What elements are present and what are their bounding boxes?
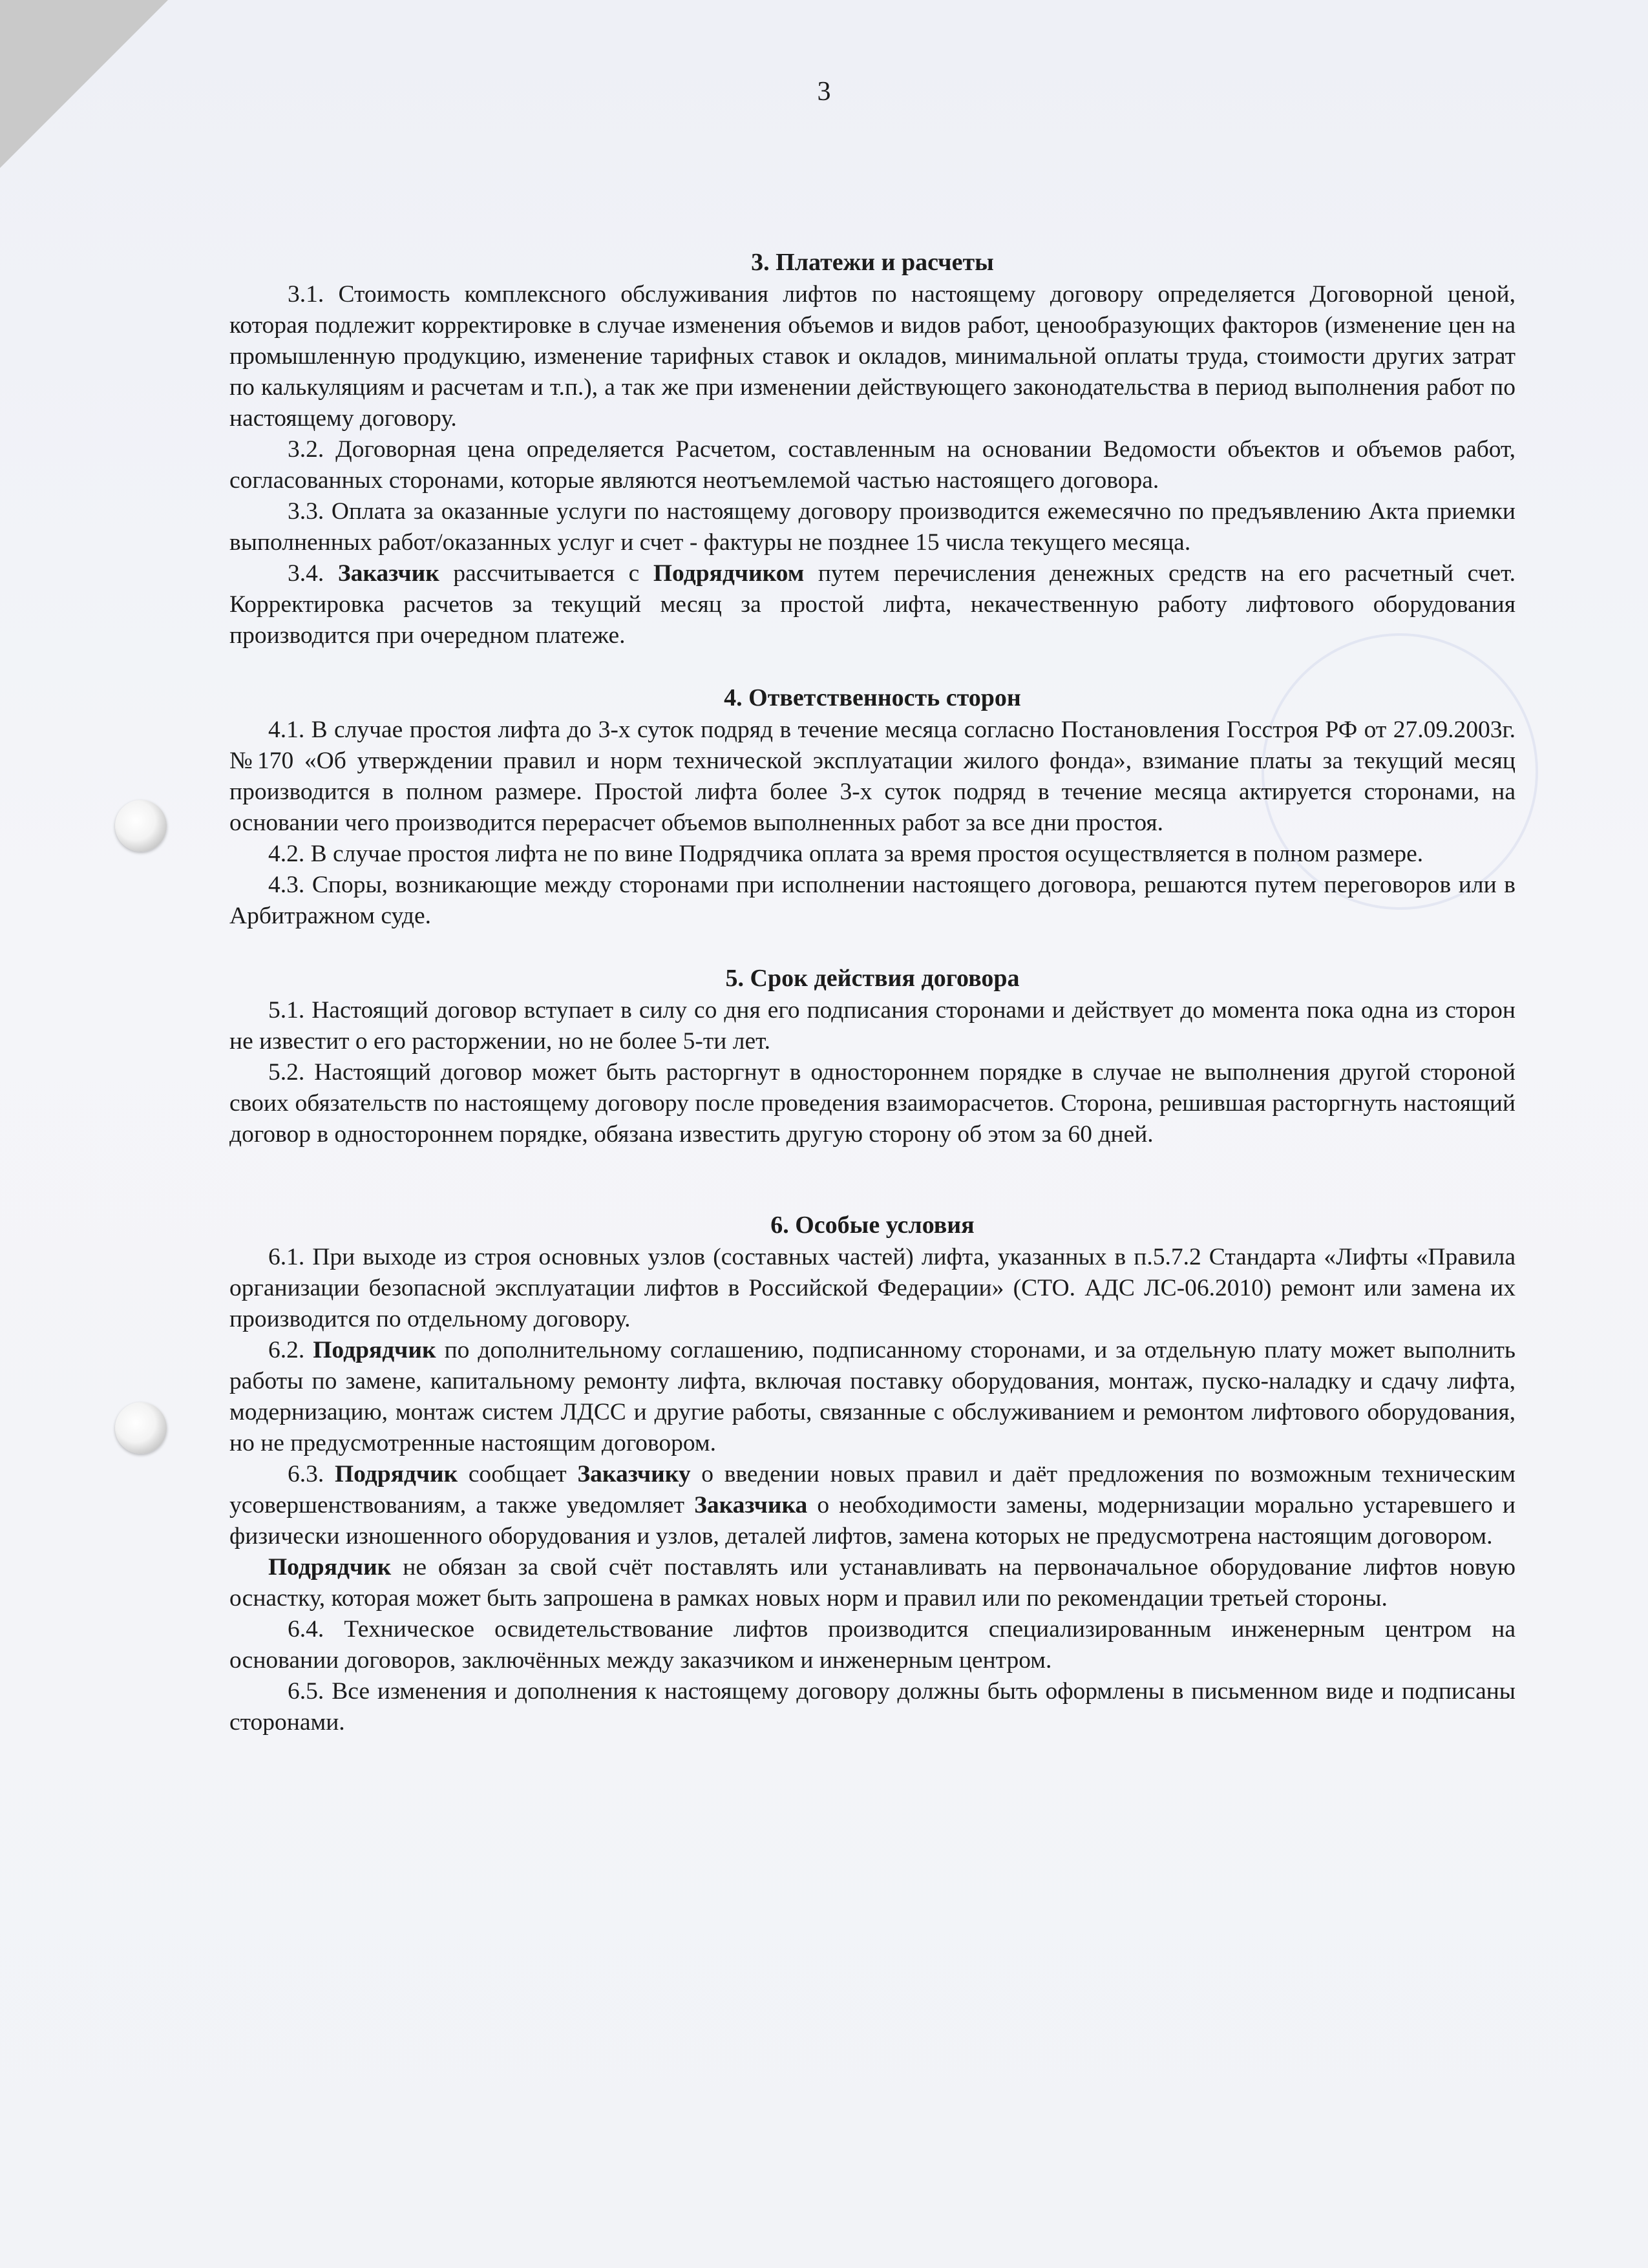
- bold-term: Подрядчик: [268, 1554, 392, 1580]
- punch-hole-bottom: [115, 1402, 167, 1454]
- page-number: 3: [817, 77, 831, 107]
- paragraph-4-3: 4.3. Споры, возникающие между сторонами при исполнении настоящего договора, решаются путем переговоров или в Арбитражном суде.: [229, 872, 1516, 929]
- bold-term: Заказчику: [577, 1461, 691, 1487]
- punch-hole-top: [115, 800, 167, 852]
- section-payments: [229, 246, 1516, 651]
- section-liability: [229, 681, 1516, 932]
- paragraph-3-3: 3.3. Оплата за оказанные услуги по настоящему договору производится ежемесячно по предъявлению Акта приемки выполненных работ/оказанных услуг и счет - фактуры не позднее 15 числа текущего месяца.: [229, 498, 1516, 556]
- bold-term: Заказчика: [694, 1492, 808, 1518]
- paragraph-6-4: 6.4. Техническое освидетельствование лифтов производится специализированным инженерным центром на основании договоров, заключённых между заказчиком и инженерным центром.: [229, 1616, 1516, 1674]
- section-title: 3. Платежи и расчеты: [751, 249, 994, 276]
- section-title: 4. Ответственность сторон: [724, 684, 1021, 711]
- paragraph-3-2: 3.2. Договорная цена определяется Расчетом, составленным на основании Ведомости объектов и объемов работ, согласованных сторонами, которые являются неотъемлемой частью настоящего договора.: [229, 436, 1516, 494]
- paragraph-3-4: 3.4. Заказчик рассчитывается с Подрядчиком путем перечисления денежных средств на его расчетный счет. Корректировка расчетов за текущий месяц за простой лифта, некачественную работу лифтового оборудования производится при очередном платеже.: [229, 560, 1516, 649]
- document-body: [229, 246, 1516, 1738]
- paragraph-6-3: 6.3. Подрядчик сообщает Заказчику о введении новых правил и даёт предложения по возможным техническим усовершенствованиям, а также уведомляет Заказчика о необходимости замены, модернизации морально устаревшего и физически изношенного оборудования и узлов, деталей лифтов, замена которых не предусмотрена настоящим договором.: [229, 1461, 1516, 1549]
- paragraph-6-1: 6.1. При выходе из строя основных узлов (составных частей) лифта, указанных в п.5.7.2 Стандарта «Лифты «Правила организации безопасной эксплуатации лифтов в Российской Федерации» (СТО. АДС ЛС-06.2010) ремонт или замена их производится по отдельному договору.: [229, 1244, 1516, 1332]
- bold-term: Заказчик: [337, 560, 439, 587]
- bold-term: Подрядчиком: [653, 560, 805, 587]
- paragraph-6-3-contractor: Подрядчик не обязан за свой счёт поставлять или устанавливать на первоначальное оборудование лифтов новую оснастку, которая может быть запрошена в рамках новых норм и правил или по рекомендации третьей стороны.: [229, 1554, 1516, 1612]
- paragraph-6-2: 6.2. Подрядчик по дополнительному соглашению, подписанному сторонами, и за отдельную плату может выполнить работы по замене, капитальному ремонту лифта, включая поставку оборудования, монтаж, пуско-наладку и сдачу лифта, модернизацию, монтаж систем ЛДСС и другие работы, связанные с обслуживанием и ремонтом лифтового оборудования, но не предусмотренные настоящим договором.: [229, 1337, 1516, 1456]
- paragraph-6-5: 6.5. Все изменения и дополнения к настоящему договору должны быть оформлены в письменном виде и подписаны сторонами.: [229, 1678, 1516, 1736]
- section-title: 6. Особые условия: [770, 1212, 975, 1239]
- paragraph-4-1: 4.1. В случае простоя лифта до 3-х суток подряд в течение месяца согласно Постановления Госстроя РФ от 27.09.2003г. №170 «Об утверждении правил и норм технической эксплуатации жилого фонда», взимание платы за текущий месяц производится в полном размере. Простой лифта более 3-х суток подряд в течение месяца актируется сторонами, на основании чего производится перерасчет объемов выполненных работ за все дни простоя.: [229, 717, 1516, 836]
- bold-term: Подрядчик: [313, 1337, 436, 1363]
- bold-term: Подрядчик: [334, 1461, 458, 1487]
- paragraph-3-1: 3.1. Стоимость комплексного обслуживания лифтов по настоящему договору определяется Договорной ценой, которая подлежит корректировке в случае изменения объемов и видов работ, ценообразующих факторов (изменение цен на промышленную продукцию, изменение тарифных ставок и окладов, минимальной оплаты труда, стоимости других затрат по калькуляциям и расчетам и т.п.), а так же при изменении действующего законодательства в период выполнения работ по настоящему договору.: [229, 281, 1516, 432]
- section-term: [229, 961, 1516, 1150]
- section-special-conditions: [229, 1208, 1516, 1738]
- paragraph-4-2: 4.2. В случае простоя лифта не по вине Подрядчика оплата за время простоя осуществляется в полном размере.: [268, 841, 1424, 867]
- paragraph-5-2: 5.2. Настоящий договор может быть расторгнут в одностороннем порядке в случае не выполнения другой стороной своих обязательств по настоящему договору после проведения взаиморасчетов. Сторона, решившая расторгнуть настоящий договор в одностороннем порядке, обязана известить другую сторону об этом за 60 дней.: [229, 1059, 1516, 1148]
- section-title: 5. Срок действия договора: [725, 965, 1020, 992]
- paragraph-5-1: 5.1. Настоящий договор вступает в силу со дня его подписания сторонами и действует до момента пока одна из сторон не известит о его расторжении, но не более 5-ти лет.: [229, 997, 1516, 1055]
